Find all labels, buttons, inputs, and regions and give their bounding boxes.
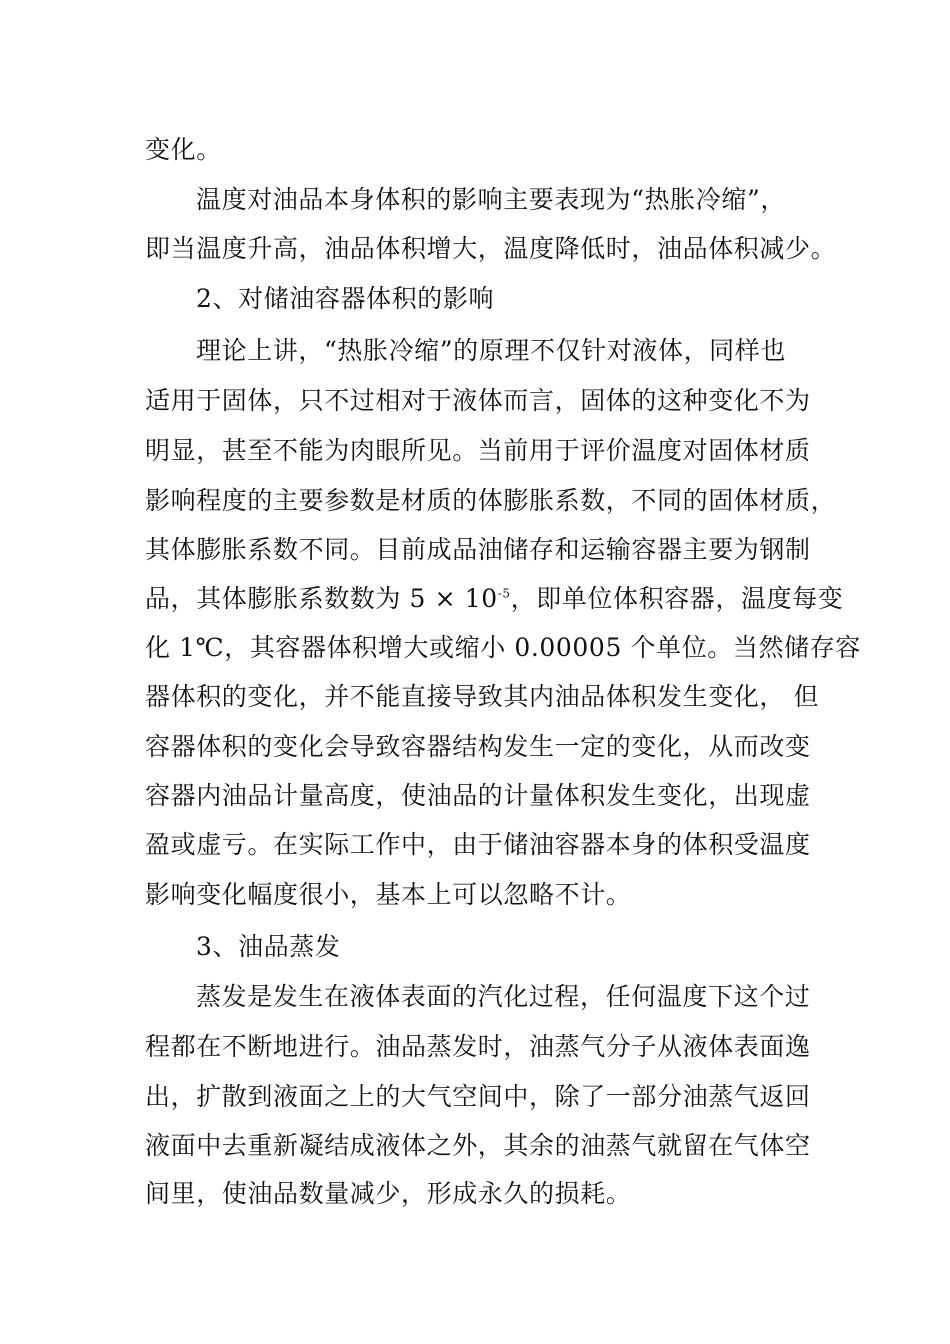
text-line: 程都在不断地进行。油品蒸发时，油蒸气分子从液体表面逸 <box>145 1032 811 1061</box>
text-line: 影响变化幅度很小，基本上可以忽略不计。 <box>145 880 632 909</box>
text-line: 影响程度的主要参数是材质的体膨胀系数，不同的固体材质， <box>145 486 837 515</box>
exponent: -5 <box>497 586 511 601</box>
text-line: 间里，使油品数量减少，形成永久的损耗。 <box>145 1179 632 1208</box>
text-line: 适用于固体，只不过相对于液体而言，固体的这种变化不为 <box>145 386 811 415</box>
text-line <box>145 579 843 619</box>
text-line: 化 1℃，其容器体积增大或缩小 0.00005 个单位。当然储存容 <box>145 633 861 662</box>
text-line: 变化。 <box>145 135 222 164</box>
text-line: 温度对油品本身体积的影响主要表现为“热胀冷缩”， <box>196 185 786 214</box>
text-fragment: ，即单位体积容器，温度每变 <box>510 584 844 613</box>
text-line: 明显，甚至不能为肉眼所见。当前用于评价温度对固体材质 <box>145 436 811 465</box>
text-line: 容器内油品计量高度，使油品的计量体积发生变化，出现虚 <box>145 781 811 810</box>
text-line: 即当温度升高，油品体积增大，温度降低时，油品体积减少。 <box>145 234 837 263</box>
text-line: 容器体积的变化会导致容器结构发生一定的变化，从而改变 <box>145 732 811 761</box>
section-heading: 2、对储油容器体积的影响 <box>196 284 495 313</box>
text-line: 出，扩散到液面之上的大气空间中，除了一部分油蒸气返回 <box>145 1082 811 1111</box>
text-line: 液面中去重新凝结成液体之外，其余的油蒸气就留在气体空 <box>145 1131 811 1160</box>
text-line: 理论上讲，“热胀冷缩”的原理不仅针对液体，同样也 <box>196 336 786 365</box>
text-line: 其体膨胀系数不同。目前成品油储存和运输容器主要为钢制 <box>145 535 811 564</box>
text-line: 蒸发是发生在液体表面的汽化过程，任何温度下这个过 <box>196 982 811 1011</box>
text-line: 盈或虚亏。在实际工作中，由于储油容器本身的体积受温度 <box>145 830 811 859</box>
section-heading: 3、油品蒸发 <box>196 932 341 961</box>
text-line: 器体积的变化，并不能直接导致其内油品体积发生变化， 但 <box>145 682 820 711</box>
text-fragment: 品，其体膨胀系数数为 5 × 10 <box>145 584 498 613</box>
